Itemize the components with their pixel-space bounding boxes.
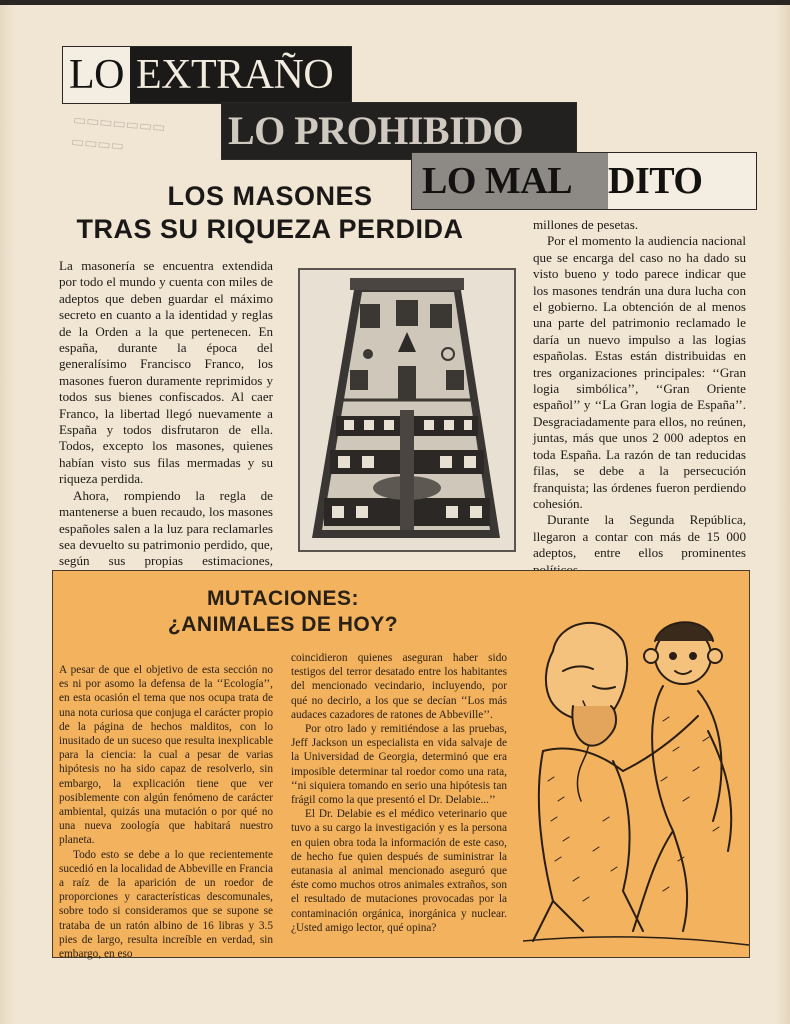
masthead-prohibido: LO PROHIBIDO — [228, 108, 524, 153]
article1-col2-para2: Por el momento la audiencia nacional que se encarga del caso no ha dado su visto bueno y todo parece indicar que los masones tendrán una dura lucha con el gobierno. La obtención de al menos una parte del patrimonio reclamado le daría un nuevo impulso a las logias españolas. Estas están distribuidas en tres organizaciones principales: ‘‘Gran logia simbólica’’, ‘‘Gran Oriente español’’ y ‘‘La Gran logia de España’’. Desgraciadamente para ellos, no reúnen, juntas, más que unos 2 000 adeptos en toda España. La razón de tan reducidas filas, se debe a la persecución franquista; las órdenes fueron perdiendo cohesión. — [533, 233, 746, 511]
masthead-lo-extrano — [62, 46, 352, 104]
article1-column1 — [59, 258, 273, 586]
masthead-lo: LO — [63, 47, 130, 103]
top-edge — [0, 0, 790, 5]
masonic-tracing-board-image — [298, 268, 516, 552]
cartoon-drawing — [523, 601, 749, 955]
masthead-extrano: EXTRAÑO — [130, 47, 351, 103]
article2-headline-line1: MUTACIONES: — [206, 587, 360, 610]
article1-headline-line2: TRAS SU RIQUEZA PERDIDA — [76, 214, 464, 244]
article2-box — [52, 570, 750, 961]
man-and-monkey-cartoon-image — [523, 601, 749, 955]
article2-col2-para2: Por otro lado y remitiéndose a las pruebas, Jeff Jackson un especialista en vida salvaje de la Universidad de Georgia, determinó que era imposible determinar tal roedor como una rata, ‘‘ni siquiera tomando en serio una hipótesis tan frágil como la que presentó el Dr. Delabie...’’ — [291, 723, 507, 807]
article1-column2 — [533, 217, 746, 578]
article1-col2-para3: Durante la Segunda República, llegaron a contar con más de 15 000 adeptos, entre ellos prominentes — [533, 512, 746, 561]
article2-column1 — [59, 663, 273, 961]
masthead-dito: DITO — [608, 153, 756, 209]
article2-headline-line2: ¿ANIMALES DE HOY? — [167, 613, 399, 636]
masthead-lomal: LO MAL — [412, 153, 608, 209]
article1-col1-para2: Ahora, rompiendo la regla de mantenerse a buen recaudo, los masones españoles salen a la luz para reclamarles sea devuelto su patrimonio perdido, que, según sus propias estimaciones, — [59, 487, 273, 569]
article2-col2-para1: coincidieron quienes aseguran haber sido testigos del terror desatado entre los habitantes del mencionado vecindario, incluyendo, por qué no decirlo, a los que se decían ‘‘Los más audaces cazadores de ratones de Abbeville’’. — [291, 652, 507, 721]
article1-headline-line1: LOS MASONES — [167, 181, 373, 211]
article2-column2 — [291, 651, 507, 935]
article1-col1-para1: La masonería se encuentra extendida por todo el mundo y cuenta con miles de adeptos que deben guardar el máximo secreto en cuanto a la identidad y reglas de la Orden a la que pertenecen. En españa, durante la época del generalísimo Francisco Franco, los masones fueron duramente reprimidos y todos sus bienes confiscados. Al caer Franco, la libertad llegó nuevamente a España y todos disfrutaron de ella. Todos, excepto los masones, quienes habían visto sus filas mermadas y su riqueza perdida. — [59, 258, 273, 487]
faded-stamp-image: ▭▭▭▭▭▭▭ ▭▭▭▭ — [70, 111, 167, 154]
article2-col2-para3: El Dr. Delabie es el médico veterinario que tuvo a su cargo la investigación y es la persona en quien obra toda la información de este caso, de hecho fue quien después de suministrar la eutanasia al animal mencionado aseguró que éste como muchos otros animales extraños, son el resultado de mutaciones provocadas por la contaminación orgánica, inorgánica y nuclear. ¿Usted amigo lector, qué opina? — [291, 808, 507, 934]
article2-col1-para1: A pesar de que el objetivo de esta sección no es ni por asomo la defensa de la ‘‘Ecología’’, en esta ocasión el tema que nos ocupa trata de una nota curiosa que conjuga el carácter propio de la página de hechos malditos, con lo inusitado de un suceso que resulta inexplicable para la ciencia: la cual a pesar de varias hipótesis no ha sido capaz de resolverlo, sin embargo, la explicación tiene que ver posiblemente con algún fenómeno de carácter ambiental, quizás una mutación o por qué no una nueva zoología que habitará nuestro planeta. — [59, 664, 273, 847]
masonic-tracing-board-drawing — [300, 270, 514, 550]
article1-col2-para1: millones de pesetas. — [533, 217, 639, 232]
article2-col1-para2: Todo esto se debe a lo que recientemente sucedió en la localidad de Abbeville en Francia a raíz de la aparición de un roedor de proporciones y características descomunales, sobre todo si consideramos que se supone se trataba de un ratón albino de 16 libras y 3.5 pies de largo, resulta increíble en verdad, sin embargo, en eso — [59, 848, 273, 961]
